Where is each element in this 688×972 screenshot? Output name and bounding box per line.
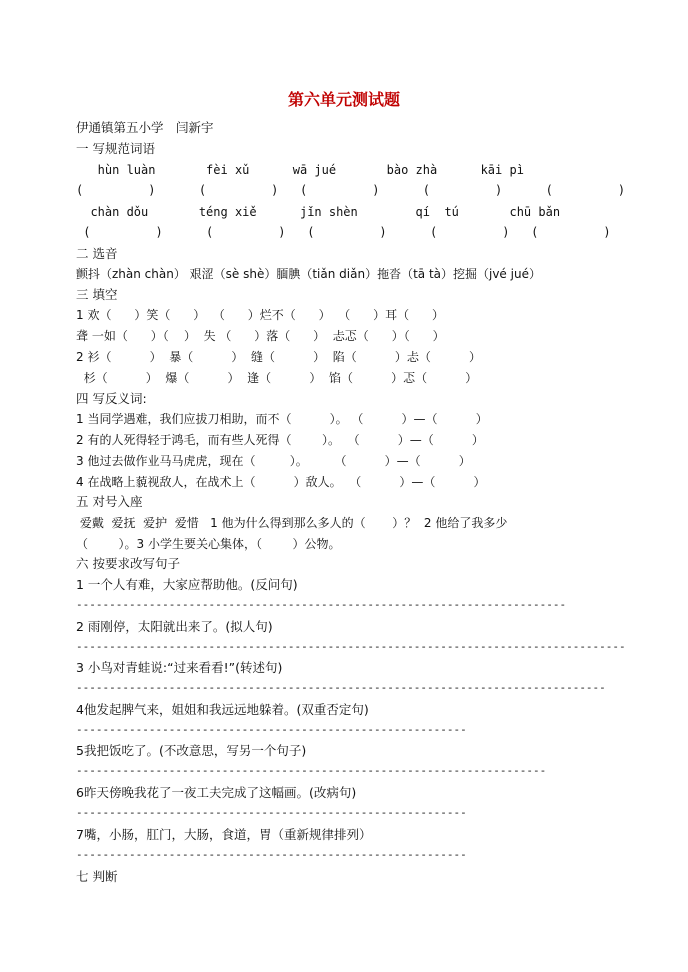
answer-line-1: -------------------------------------------------------------------------- (76, 598, 567, 611)
question-2: 2 雨刚停，太阳就出来了。(拟人句) (76, 619, 273, 634)
section-3-line-2: 聋 一如（ ）（ ） 失 （ ）落（ ） 忐忑（ ）（ ） (76, 329, 445, 343)
section-2-line: 颤抖（zhàn chàn） 艰涩（sè shè）腼腆（tiǎn diǎn）拖沓（tā tà）挖掘（jvé jué） (76, 267, 541, 281)
section-3-line-4: 杉（ ） 爆（ ） 逢（ ） 馅（ ）忑（ ） (76, 371, 478, 385)
section-2-heading: 二 选音 (76, 246, 118, 261)
section-4-line-3: 3 他过去做作业马马虎虎，现在（ ）。 （ ）—（ ） (76, 454, 471, 468)
section-3-line-1: 1 欢（ ）笑（ ） （ ）烂不（ ） （ ）耳（ ） (76, 308, 445, 322)
section-4-heading: 四 写反义词: (76, 391, 147, 406)
section-5-line-1: 爱戴 爱抚 爱护 爱惜 1 他为什么得到那么多人的（ ）？ 2 他给了我多少 (76, 516, 508, 530)
section-4-line-2: 2 有的人死得轻于鸿毛，而有些人死得（ ）。 （ ）—（ ） (76, 433, 484, 447)
answer-line-2: ----------------------------------------------------------------------------------- (76, 640, 626, 653)
section-3-heading: 三 填空 (76, 287, 118, 302)
question-1: 1 一个人有难，大家应帮助他。(反问句) (76, 577, 298, 592)
pinyin-row-2: chàn dǒu téng xiě jǐn shèn qí tú chū bǎn (76, 205, 561, 219)
author-line: 伊通镇第五小学 闫新宇 (76, 120, 214, 135)
answer-line-5: ----------------------------------------------------------------------- (76, 764, 547, 777)
question-3: 3 小鸟对青蛙说:“过来看看!”(转述句) (76, 660, 283, 675)
answer-line-3: -------------------------------------------------------------------------------- (76, 681, 606, 694)
answer-line-6: ----------------------------------------------------------- (76, 806, 467, 819)
pinyin-row-1: hùn luàn fèi xǔ wā jué bào zhà kāi pì (76, 163, 524, 177)
paren-row-1: ( ) ( ) ( ) ( ) ( ) (76, 183, 626, 197)
question-6: 6昨天傍晚我花了一夜工夫完成了这幅画。(改病句) (76, 785, 357, 800)
section-4-line-4: 4 在战略上藐视敌人，在战术上（ ）敌人。 （ ）—（ ） (76, 475, 486, 489)
answer-line-7: ----------------------------------------------------------- (76, 848, 467, 861)
section-7-heading: 七 判断 (76, 869, 118, 884)
section-5-heading: 五 对号入座 (76, 494, 143, 509)
section-4-line-1: 1 当同学遇难，我们应拔刀相助，而不（ ）。 （ ）—（ ） (76, 412, 488, 426)
section-1-heading: 一 写规范词语 (76, 141, 155, 156)
answer-line-4: ----------------------------------------------------------- (76, 723, 467, 736)
section-3-line-3: 2 衫（ ） 暴（ ） 缝（ ） 陷（ ）忐（ ） (76, 350, 482, 364)
question-4: 4他发起脾气来，姐姐和我远远地躲着。(双重否定句) (76, 702, 369, 717)
section-6-heading: 六 按要求改写句子 (76, 556, 180, 571)
section-5-line-2: （ ）。3 小学生要关心集体，（ ）公物。 (76, 537, 341, 551)
question-5: 5我把饭吃了。(不改意思，写另一个句子) (76, 743, 307, 758)
paren-row-2: ( ) ( ) ( ) ( ) ( ) (76, 225, 611, 239)
question-7: 7嘴，小肠，肛门，大肠，食道，胃（重新规律排列） (76, 827, 372, 842)
document-title: 第六单元测试题 (287, 90, 400, 109)
